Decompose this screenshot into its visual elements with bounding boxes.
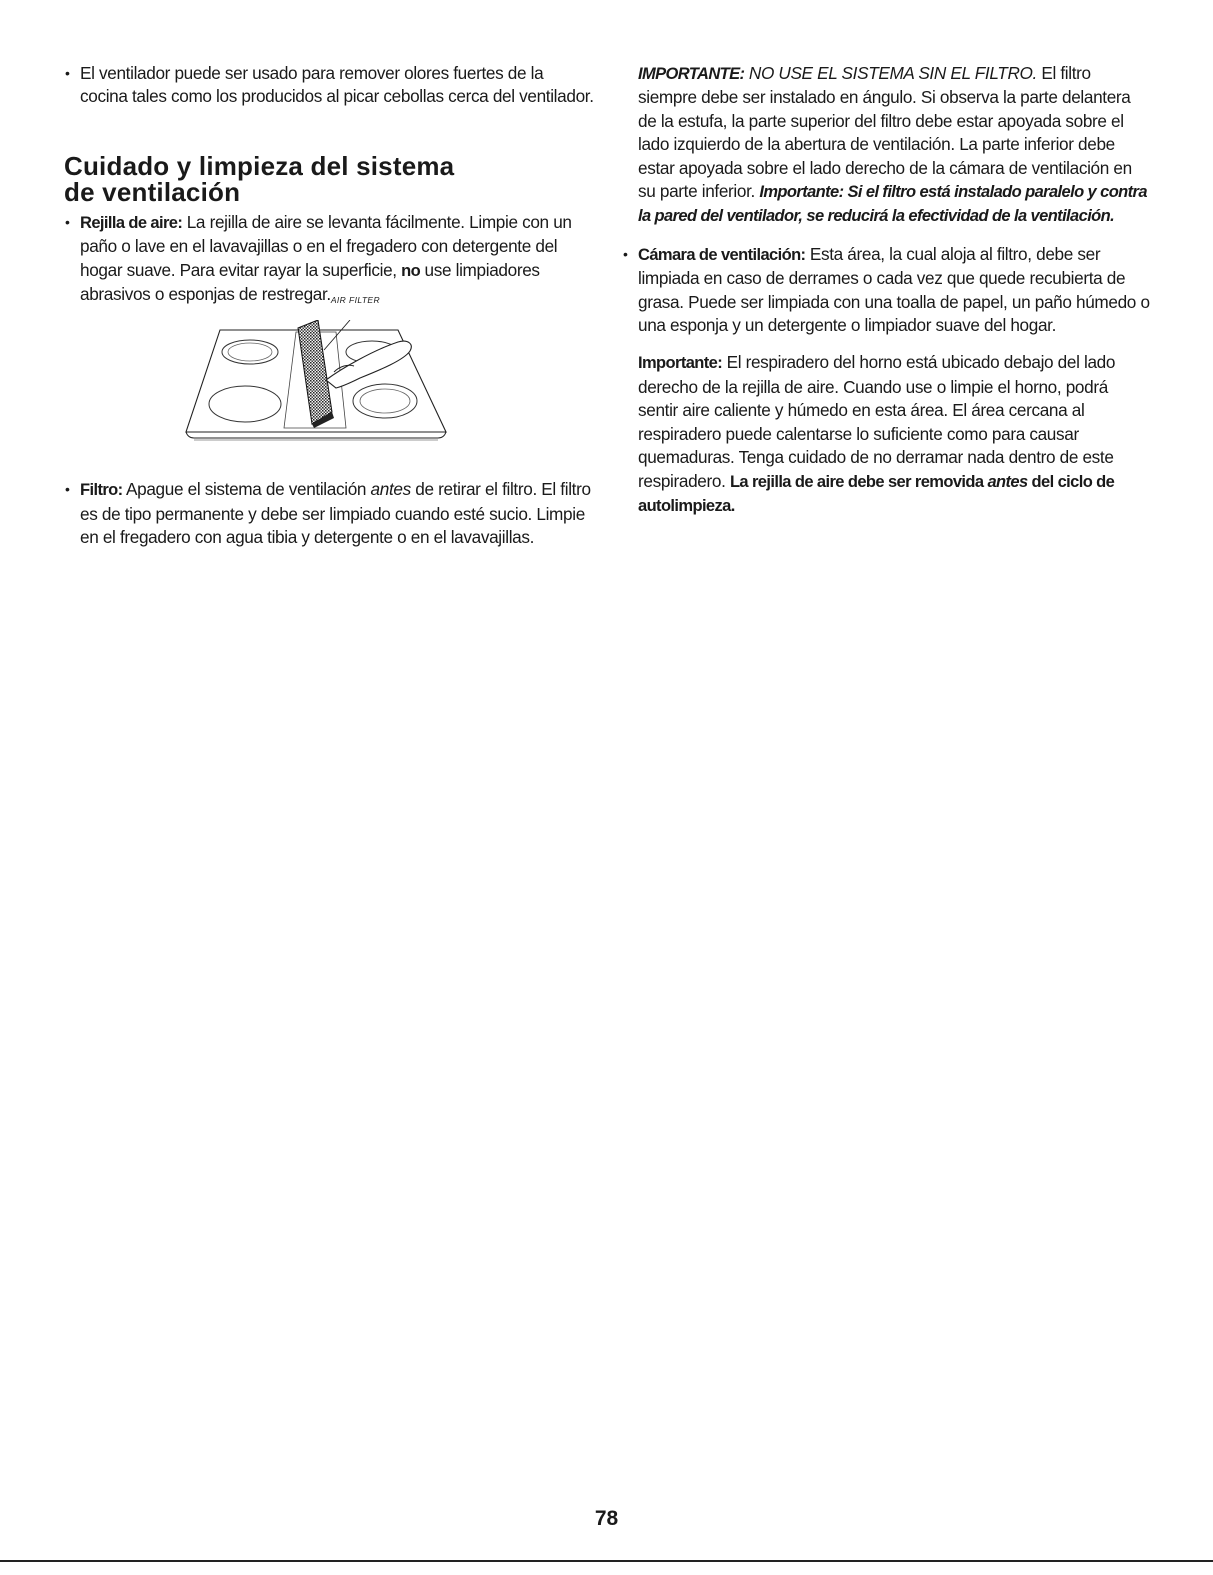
page-number: 78 bbox=[594, 1507, 619, 1530]
filtro-text-b: de retirar el filtro. El filtro es de tipo permanente y debe ser limpiado cuando esté sucio. Limpie en el fregadero con agua tibia y detergente o en el lavavajillas. bbox=[80, 479, 591, 548]
rejilla-text-a: La rejilla de aire se levanta fácilmente. Limpie con un paño o lave en el lavavajillas o en el fregadero con detergente del hogar suave. Para evitar rayar la superficie, bbox=[80, 211, 572, 280]
bullet-dot: • bbox=[65, 213, 70, 230]
importante-label: IMPORTANTE: bbox=[638, 65, 745, 83]
bullet-camara bbox=[622, 243, 1152, 338]
bullet-intro bbox=[64, 62, 594, 109]
left-column bbox=[64, 62, 594, 550]
rejilla-label: Rejilla de aire: bbox=[80, 213, 183, 232]
no-use-warning: NO USE EL SISTEMA SIN EL FILTRO. bbox=[744, 63, 1037, 83]
filtro-antes: antes bbox=[370, 479, 411, 500]
importante-respiradero-paragraph bbox=[622, 351, 1152, 518]
cooktop-filter-illustration bbox=[184, 320, 474, 470]
section-heading bbox=[64, 150, 594, 207]
air-filter-caption: AIR FILTER bbox=[330, 295, 381, 306]
bullet-rejilla bbox=[64, 211, 594, 313]
bullet-dot: • bbox=[65, 481, 70, 498]
rejilla-removida-bold-a: La rejilla de aire debe ser removida bbox=[729, 472, 988, 491]
filtro-text-a: Apague el sistema de ventilación bbox=[122, 479, 371, 500]
importante-filtro-paragraph bbox=[622, 62, 1152, 229]
bullet-dot: • bbox=[623, 245, 628, 262]
rejilla-no: no bbox=[401, 261, 421, 280]
heading-line-1: Cuidado y limpieza del sistema bbox=[64, 150, 455, 181]
importante-respiradero-label: Importante: bbox=[638, 354, 723, 373]
right-column bbox=[622, 62, 1152, 518]
importante-respiradero-text: El respiradero del horno está ubicado debajo del lado derecho de la rejilla de aire. Cuando use o limpie el horno, podrá sentir aire caliente y húmedo en esta área. El área cercana al respiradero puede calentarse lo suficiente como para causar quemaduras. Tenga cuidado de no derramar nada dentro de este respiradero. bbox=[638, 352, 1116, 491]
bottom-rule bbox=[0, 1560, 1213, 1562]
rejilla-removida-antes: antes bbox=[987, 472, 1028, 491]
cooktop-front-edge bbox=[186, 432, 446, 438]
filtro-label: Filtro: bbox=[80, 481, 123, 500]
air-filter-figure bbox=[184, 320, 474, 470]
importante-paralelo-warning: Importante: Si el filtro está instalado paralelo y contra la pared del ventilador, se reducirá la efectividad de la ventilación. bbox=[638, 183, 1147, 226]
bullet-dot: • bbox=[65, 65, 70, 81]
bullet-filtro bbox=[64, 478, 594, 549]
camara-text: Esta área, la cual aloja al filtro, debe ser limpiada en caso de derrames o cada vez que quede recubierta de grasa. Puede ser limpiada con una toalla de papel, un paño húmedo o una esponja y un detergente o limpiador suave del hogar. bbox=[638, 243, 1150, 336]
intro-text: El ventilador puede ser usado para remover olores fuertes de la cocina tales como los producidos al picar cebollas cerca del ventilador. bbox=[80, 63, 594, 107]
camara-label: Cámara de ventilación: bbox=[638, 245, 806, 264]
importante-filtro-text: El filtro siempre debe ser instalado en ángulo. Si observa la parte delantera de la estufa, la parte superior del filtro debe estar apoyada sobre el lado izquierdo de la abertura de ventilación. La parte inferior debe estar apoyada sobre el lado derecho de la cámara de ventilación en su parte inferior. bbox=[638, 63, 1132, 202]
heading-line-2: de ventilación bbox=[64, 176, 241, 207]
rejilla-text-b: use limpiadores abrasivos o esponjas de restregar. bbox=[80, 259, 540, 305]
rejilla-removida-bold-b: del ciclo de autolimpieza. bbox=[638, 472, 1115, 515]
